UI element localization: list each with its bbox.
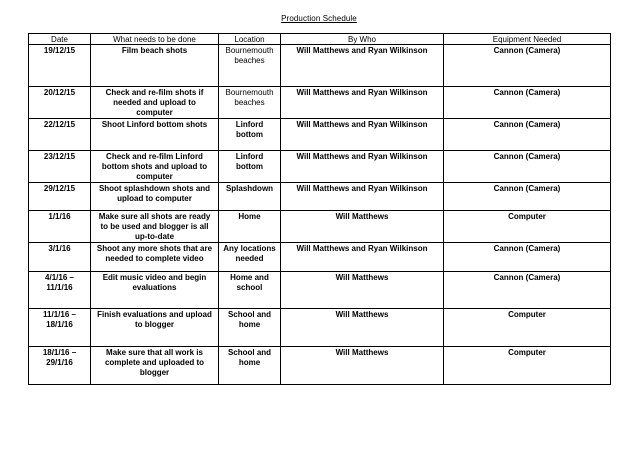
table-row	[29, 272, 611, 309]
cell-by-who: Will Matthews	[281, 347, 444, 385]
cell-location: Linford bottom	[219, 151, 281, 183]
cell-by-who: Will Matthews and Ryan Wilkinson	[281, 151, 444, 183]
cell-date: 3/1/16	[29, 243, 91, 272]
cell-location: Linford bottom	[219, 119, 281, 151]
cell-equipment: Cannon (Camera)	[444, 119, 611, 151]
table-row	[29, 309, 611, 347]
cell-task: Shoot Linford bottom shots	[91, 119, 219, 151]
cell-equipment: Computer	[444, 211, 611, 243]
cell-equipment: Computer	[444, 347, 611, 385]
table-row	[29, 183, 611, 211]
cell-equipment: Cannon (Camera)	[444, 45, 611, 87]
cell-date: 1/1/16	[29, 211, 91, 243]
table-row	[29, 119, 611, 151]
cell-date: 11/1/16 – 18/1/16	[29, 309, 91, 347]
cell-location: Home	[219, 211, 281, 243]
cell-by-who: Will Matthews and Ryan Wilkinson	[281, 87, 444, 119]
cell-by-who: Will Matthews	[281, 309, 444, 347]
cell-date: 19/12/15	[29, 45, 91, 87]
production-schedule-table	[28, 33, 611, 385]
cell-location: Bournemouth beaches	[219, 87, 281, 119]
cell-location: Bournemouth beaches	[219, 45, 281, 87]
cell-location: Any locations needed	[219, 243, 281, 272]
cell-equipment: Cannon (Camera)	[444, 272, 611, 309]
header-by-who: By Who	[281, 34, 444, 45]
cell-task: Finish evaluations and upload to blogger	[91, 309, 219, 347]
cell-task: Check and re-film Linford bottom shots and upload to computer	[91, 151, 219, 183]
cell-task: Film beach shots	[91, 45, 219, 87]
cell-location: Splashdown	[219, 183, 281, 211]
table-row	[29, 211, 611, 243]
header-equipment: Equipment Needed	[444, 34, 611, 45]
header-task: What needs to be done	[91, 34, 219, 45]
header-location: Location	[219, 34, 281, 45]
cell-task: Shoot any more shots that are needed to complete video	[91, 243, 219, 272]
table-header-row	[29, 34, 611, 45]
cell-equipment: Cannon (Camera)	[444, 183, 611, 211]
cell-task: Make sure all shots are ready to be used and blogger is all up-to-date	[91, 211, 219, 243]
table-row	[29, 151, 611, 183]
cell-task: Shoot splashdown shots and upload to computer	[91, 183, 219, 211]
cell-by-who: Will Matthews and Ryan Wilkinson	[281, 243, 444, 272]
cell-by-who: Will Matthews and Ryan Wilkinson	[281, 45, 444, 87]
cell-date: 29/12/15	[29, 183, 91, 211]
cell-by-who: Will Matthews and Ryan Wilkinson	[281, 119, 444, 151]
cell-date: 20/12/15	[29, 87, 91, 119]
cell-by-who: Will Matthews	[281, 211, 444, 243]
cell-by-who: Will Matthews and Ryan Wilkinson	[281, 183, 444, 211]
cell-equipment: Cannon (Camera)	[444, 87, 611, 119]
cell-location: School and home	[219, 309, 281, 347]
cell-by-who: Will Matthews	[281, 272, 444, 309]
cell-task: Edit music video and begin evaluations	[91, 272, 219, 309]
cell-equipment: Computer	[444, 309, 611, 347]
cell-task: Check and re-film shots if needed and upload to computer	[91, 87, 219, 119]
cell-equipment: Cannon (Camera)	[444, 243, 611, 272]
cell-date: 23/12/15	[29, 151, 91, 183]
table-row	[29, 243, 611, 272]
cell-task: Make sure that all work is complete and uploaded to blogger	[91, 347, 219, 385]
table-row	[29, 87, 611, 119]
cell-location: School and home	[219, 347, 281, 385]
cell-location: Home and school	[219, 272, 281, 309]
cell-equipment: Cannon (Camera)	[444, 151, 611, 183]
table-row	[29, 45, 611, 87]
header-date: Date	[29, 34, 91, 45]
cell-date: 4/1/16 – 11/1/16	[29, 272, 91, 309]
document-title: Production Schedule	[281, 14, 357, 23]
cell-date: 18/1/16 – 29/1/16	[29, 347, 91, 385]
cell-date: 22/12/15	[29, 119, 91, 151]
table-row	[29, 347, 611, 385]
